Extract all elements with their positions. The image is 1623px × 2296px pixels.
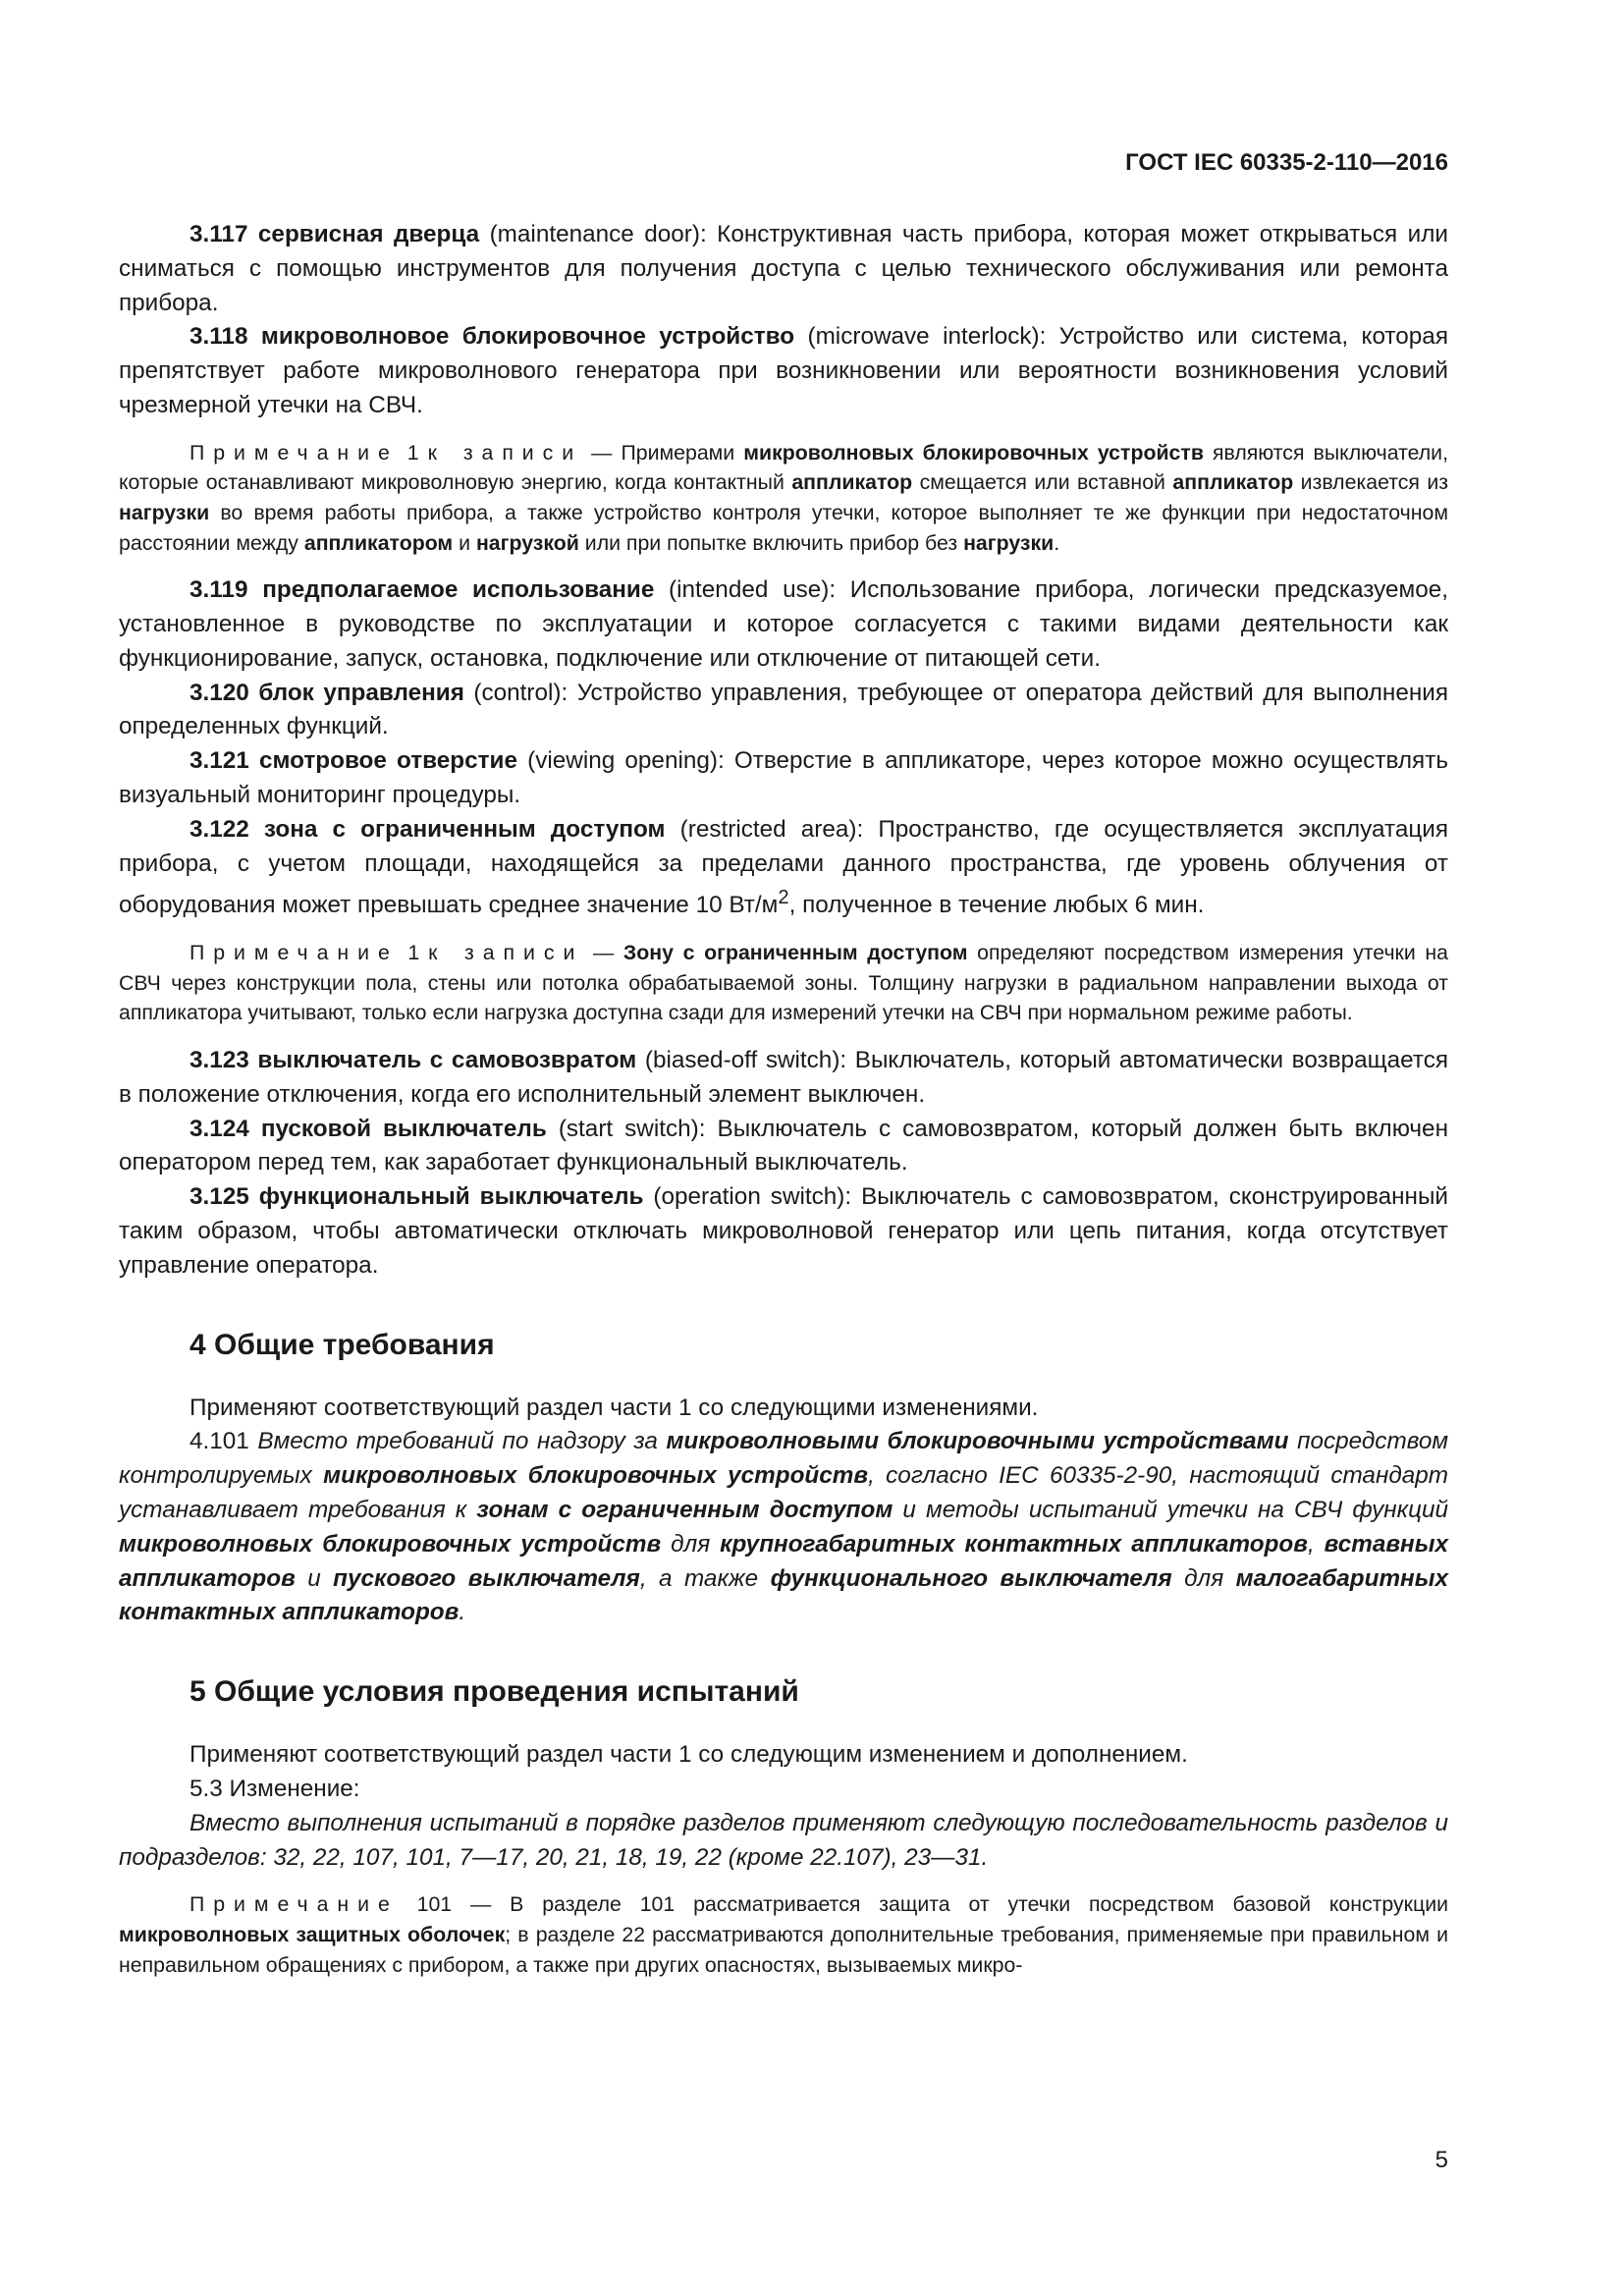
definition-3-119: 3.119 предполагаемое использование (intended use): Использование прибора, логически предсказуемое, установленное в руководстве по эксплуатации и которое согласуется с такими видами деятельности как функционирование, запуск, остановка, подключение или отключение от питающей сети.	[119, 576, 1448, 672]
clause-4-101: 4.101 Вместо требований по надзору за микроволновыми блокировочными устройствами посредством контролируемых микроволновых блокировочных устройств, согласно IEC 60335-2-90, настоящий стандарт устанавливает требования к зонам с ограниченным доступом и методы испытаний утечки на СВЧ функций микроволновых блокировочных устройств для крупногабаритных контактных аппликаторов, вставных аппликаторов и пускового выключателя, а также функционального выключателя для малогабаритных контактных аппликаторов.	[119, 1428, 1449, 1626]
term: пусковой выключатель	[260, 1115, 547, 1142]
term: зона с ограниченным доступом	[263, 815, 666, 843]
section-4-intro: Применяют соответствующий раздел части 1 со следующими изменениями.	[189, 1394, 1039, 1421]
definition-3-124: 3.124 пусковой выключатель (start switch): Выключатель с самовозвратом, который должен быть включен оператором перед тем, как заработает функциональный выключатель.	[119, 1115, 1448, 1176]
clause-5-3-text: Вместо выполнения испытаний в порядке разделов применяют следующую последовательность разделов и подразделов: 32, 22, 107, 101, 7—17, 20, 21, 18, 19, 22 (кроме 22.107), 23—31.	[119, 1809, 1448, 1871]
section-5-intro: Применяют соответствующий раздел части 1 со следующим изменением и дополнением.	[189, 1741, 1188, 1769]
term: блок управления	[258, 679, 464, 706]
page-number: 5	[1434, 2147, 1448, 2173]
term: предполагаемое использование	[262, 576, 655, 604]
note-3-122: Примечание 1к записи — Зону с ограниченным доступом определяют посредством измерения утечки на СВЧ через конструкции пола, стены или потолка обрабатываемой зоны. Толщину нагрузки в радиальном направлении выхода от аппликатора учитывают, только если нагрузка доступна сзади для измерений утечки на СВЧ при нормальном режиме работы.	[119, 941, 1448, 1025]
definition-3-118: 3.118 микроволновое блокировочное устройство (microwave interlock): Устройство или система, которая препятствует работе микроволнового генератора при возникновении или вероятности возникновения условий чрезмерной утечки на СВЧ.	[119, 323, 1448, 418]
definition-3-120: 3.120 блок управления (control): Устройство управления, требующее от оператора действий для выполнения определенных функций.	[119, 679, 1448, 740]
clause-5-3: 5.3 Изменение:	[189, 1775, 360, 1802]
definition-3-123: 3.123 выключатель с самовозвратом (biased-off switch): Выключатель, который автоматически возвращается в положение отключения, когда его исполнительный элемент выключен.	[119, 1047, 1448, 1108]
term: микроволновое блокировочное устройство	[260, 323, 795, 351]
term: функциональный выключатель	[258, 1183, 644, 1211]
definition-3-122: 3.122 зона с ограниченным доступом (restricted area): Пространство, где осуществляется эксплуатация прибора, с учетом площади, находящейся за пределами данного пространства, где уровень облучения от оборудования может превышать среднее значение 10 $Вт/м^2$, полученное в течение любых 6 мин.	[119, 815, 1449, 919]
page-content	[119, 218, 1448, 1995]
note-3-118: Примечание 1к записи — Примерами микроволновых блокировочных устройств являются выключатели, которые останавливают микроволновую энергию, когда контактный аппликатор смещается или вставной аппликатор извлекается из нагрузки во время работы прибора, а также устройство контроля утечки, которое выполняет те же функции при недостаточном расстоянии между аппликатором и нагрузкой или при попытке включить прибор без нагрузки.	[119, 440, 1449, 555]
term: смотровое отверстие	[258, 747, 518, 775]
definition-3-125: 3.125 функциональный выключатель (operation switch): Выключатель с самовозвратом, сконструированный таким образом, чтобы автоматически отключать микроволновой генератор или цепь питания, когда отсутствует управление оператора.	[119, 1183, 1448, 1279]
term: сервисная дверца	[257, 221, 480, 247]
section-4-heading: 4 Общие требования	[189, 1328, 495, 1361]
note-101: Примечание 101 — В разделе 101 рассматривается защита от утечки посредством базовой конструкции микроволновых защитных оболочек; в разделе 22 рассматриваются дополнительные требования, применяемые при правильном и неправильном обращениях с прибором, а также при других опасностях, вызываемых микро-	[119, 1892, 1448, 1977]
term: выключатель с самовозвратом	[257, 1047, 637, 1073]
definition-3-117: 3.117 сервисная дверца (maintenance door): Конструктивная часть прибора, которая может открываться или сниматься с помощью инструментов для получения доступа с целью технического обслуживания или ремонта прибора.	[119, 221, 1448, 316]
section-5-heading: 5 Общие условия проведения испытаний	[189, 1675, 799, 1709]
document-code-header: ГОСТ IEC 60335-2-110—2016	[1125, 149, 1448, 176]
definition-3-121: 3.121 смотровое отверстие (viewing opening): Отверстие в аппликаторе, через которое можно осуществлять визуальный мониторинг процедуры.	[119, 747, 1448, 808]
